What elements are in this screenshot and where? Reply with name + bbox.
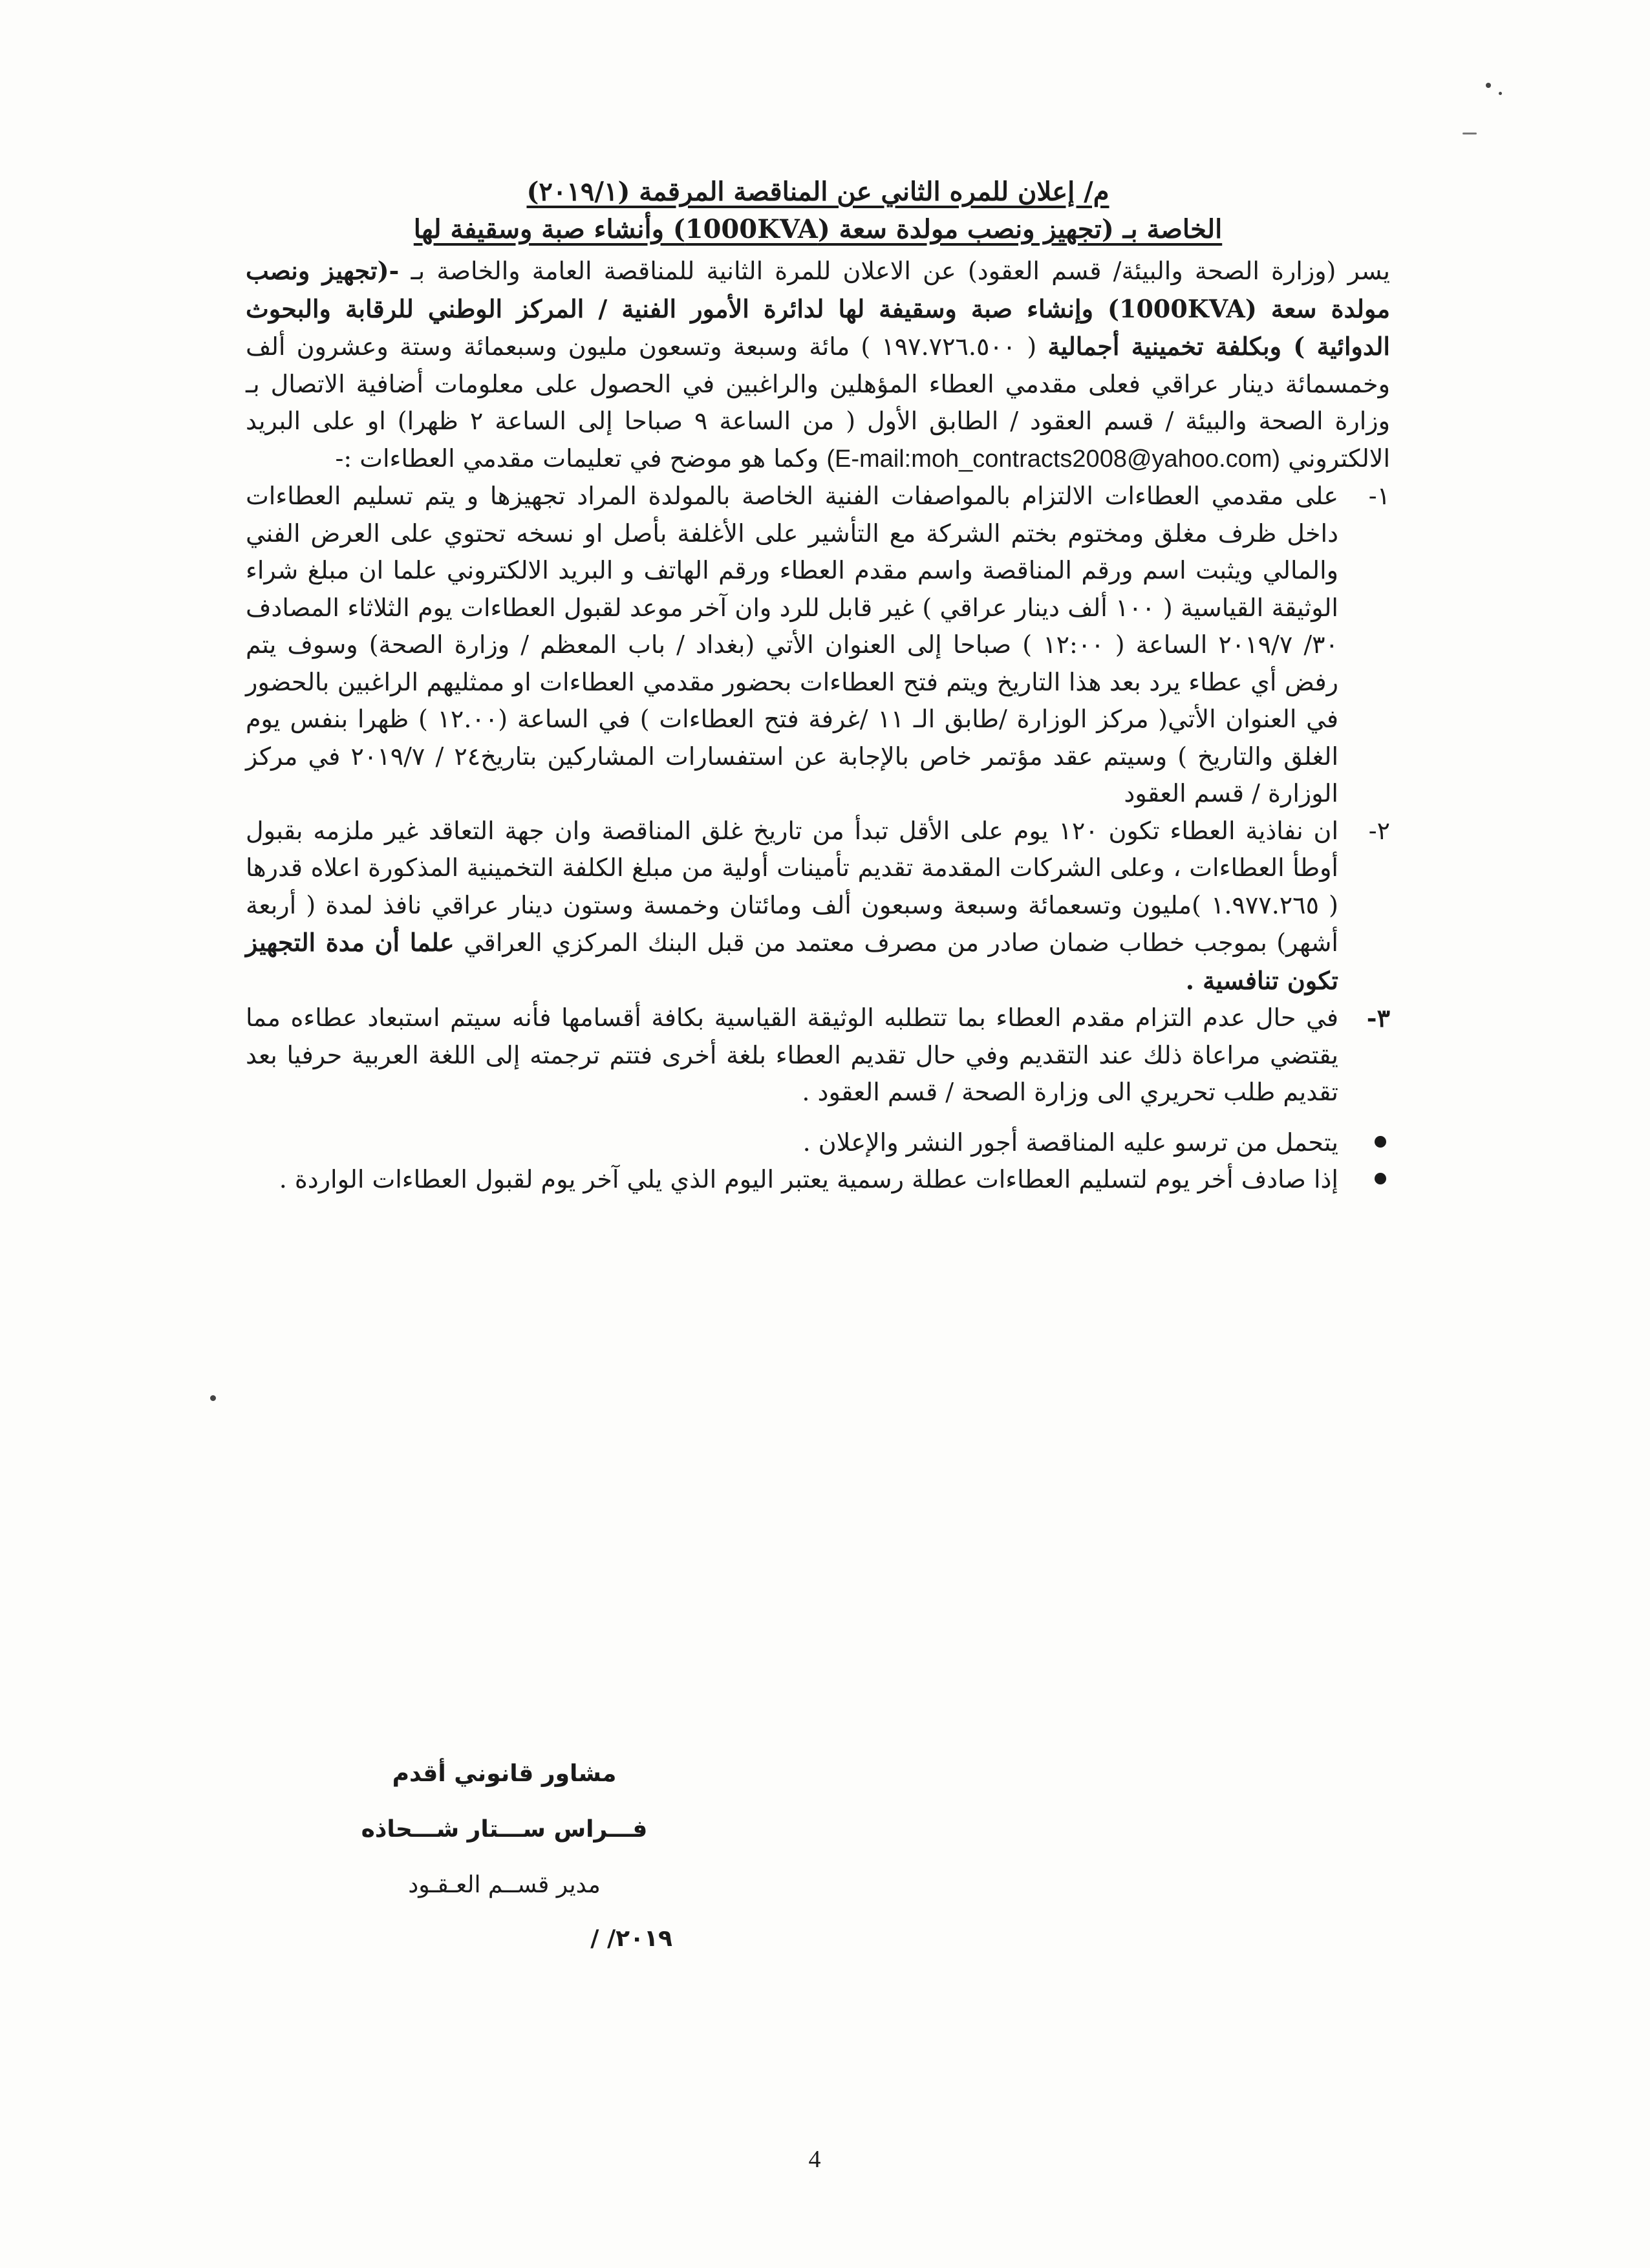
- bullet-item: [246, 1124, 1390, 1162]
- intro-text-1: يسر (وزارة الصحة والبيئة/ قسم العقود) عن الاعلان للمرة الثانية للمناقصة العامة والخاصة بـ: [411, 257, 1390, 285]
- intro-project-name: -(تجهيز ونصب مولدة سعة (1000KVA) وإنشاء صبة وسقيفة لها لدائرة الأمور الفنية / المركز الوطني للرقابة والبحوث الدوائية ) وبكلفة تخمينية أجمالية: [246, 256, 1390, 361]
- announcement-body: [246, 173, 1390, 1199]
- bullet-text: يتحمل من ترسو عليه المناقصة أجور النشر والإعلان .: [802, 1128, 1338, 1157]
- item-number: ١-: [1368, 482, 1390, 510]
- scan-speck: [1486, 83, 1491, 88]
- bullet-icon: [1375, 1173, 1386, 1184]
- signature-date: ٢٠١٩/ /: [590, 1925, 672, 1952]
- scan-speck: [1462, 133, 1477, 134]
- announcement-title: م/ إعلان للمره الثاني عن المناقصة المرقمة (٢٠١٩/١): [526, 177, 1109, 207]
- signer-name: فـــراس ســـتار شـــحاذه: [361, 1816, 648, 1843]
- bullet-icon: [1375, 1136, 1386, 1148]
- bullet-text: إذا صادف أخر يوم لتسليم العطاءات عطلة رسمية يعتبر اليوم الذي يلي آخر يوم لقبول العطاءات الواردة .: [279, 1165, 1338, 1193]
- intro-text-3: وكما هو موضح في تعليمات مقدمي العطاءات :-: [335, 444, 819, 473]
- list-item: [246, 813, 1390, 1000]
- list-item: [246, 1000, 1390, 1111]
- instructions-list: [246, 478, 1390, 1111]
- signer-position: مدير قســم العـقـود: [408, 1872, 601, 1898]
- item-text: في حال عدم التزام مقدم العطاء بما تتطلبه الوثيقة القياسية بكافة أقسامها فأنه سيتم استبعاد عطاءه مما يقتضي مراعاة ذلك عند التقديم وفي حال تقديم العطاء بلغة أخرى فتتم ترجمته إلى اللغة العربية حرفيا بعد تقديم طلب تحريري الى وزارة الصحة / قسم العقود .: [246, 1003, 1338, 1106]
- announcement-subtitle: الخاصة بـ (تجهيز ونصب مولدة سعة (1000KVA) وأنشاء صبة وسقيفة لها: [413, 214, 1223, 244]
- list-item: [246, 478, 1390, 813]
- item-number: ٣-: [1366, 1003, 1390, 1032]
- notes-list: [246, 1124, 1390, 1199]
- item-bold-note: علما أن مدة التجهيز تكون تنافسية .: [246, 928, 1338, 995]
- signature-block: [310, 1759, 698, 1952]
- contact-email[interactable]: (E-mail:moh_contracts2008@yahoo.com): [826, 445, 1281, 473]
- bullet-item: [246, 1161, 1390, 1199]
- scan-speck: [210, 1395, 216, 1401]
- scan-speck: [1499, 92, 1502, 95]
- intro-paragraph: [246, 252, 1390, 478]
- item-text: على مقدمي العطاءات الالتزام بالمواصفات الفنية الخاصة بالمولدة المراد تجهيزها و يتم تسليم العطاءات داخل ظرف مغلق ومختوم بختم الشركة مع التأشير على الأغلفة بأصل او نسخه تحتوي على العرض الفني والمالي ويثبت اسم ورقم المناقصة واسم مقدم العطاء ورقم الهاتف و البريد الالكتروني علما ان مبلغ شراء الوثيقة القياسية ( ١٠٠ ألف دينار عراقي ) غير قابل للرد وان آخر موعد لقبول العطاءات يوم الثلاثاء المصادف ٣٠/ ٢٠١٩/٧ الساعة ( ١٢:٠٠ ) صباحا إلى العنوان الأتي (بغداد / باب المعظم / وزارة الصحة) وسوف يتم رفض أي عطاء يرد بعد هذا التاريخ ويتم فتح العطاءات بحضور مقدمي العطاءات او ممثليهم الراغبين بالحضور في العنوان الأتي( مركز الوزارة /طابق الـ ١١ /غرفة فتح العطاءات ) في الساعة (١٢.٠٠ ) ظهرا بنفس يوم الغلق والتاريخ ) وسيتم عقد مؤتمر خاص بالإجابة عن استفسارات المشاركين بتاريخ٢٤ / ٢٠١٩/٧ في مركز الوزارة / قسم العقود: [246, 482, 1339, 808]
- page-number: 4: [808, 2146, 821, 2173]
- intro-text-2: ( ١٩٧.٧٢٦.٥٠٠ ) مائة وسبعة وتسعون مليون وسبعمائة وستة وعشرون ألف وخمسمائة دينار عراقي فعلى مقدمي العطاء المؤهلين والراغبين في الحصول على معلومات أضافية الاتصال بـ وزارة الصحة والبيئة / قسم العقود / الطابق الأول ( من الساعة ٩ صباحا إلى الساعة ٢ ظهرا) او على البريد الالكتروني: [246, 332, 1390, 473]
- signer-title: مشاور قانوني أقدم: [392, 1760, 617, 1787]
- item-text: ان نفاذية العطاء تكون ١٢٠ يوم على الأقل تبدأ من تاريخ غلق المناقصة وان جهة التعاقد غير ملزمه بقبول أوطأ العطاءات ، وعلى الشركات المقدمة تقديم تأمينات أولية من مبلغ الكلفة التخمينية المذكورة اعلاه قدرها ( ١.٩٧٧.٢٦٥ )مليون وتسعمائة وسبعة وسبعون ألف ومائتان وخمسة وستون دينار عراقي نافذ لمدة ( أربعة أشهر) بموجب خطاب ضمان صادر من مصرف معتمد من قبل البنك المركزي العراقي: [246, 816, 1339, 957]
- item-number: ٢-: [1368, 816, 1390, 845]
